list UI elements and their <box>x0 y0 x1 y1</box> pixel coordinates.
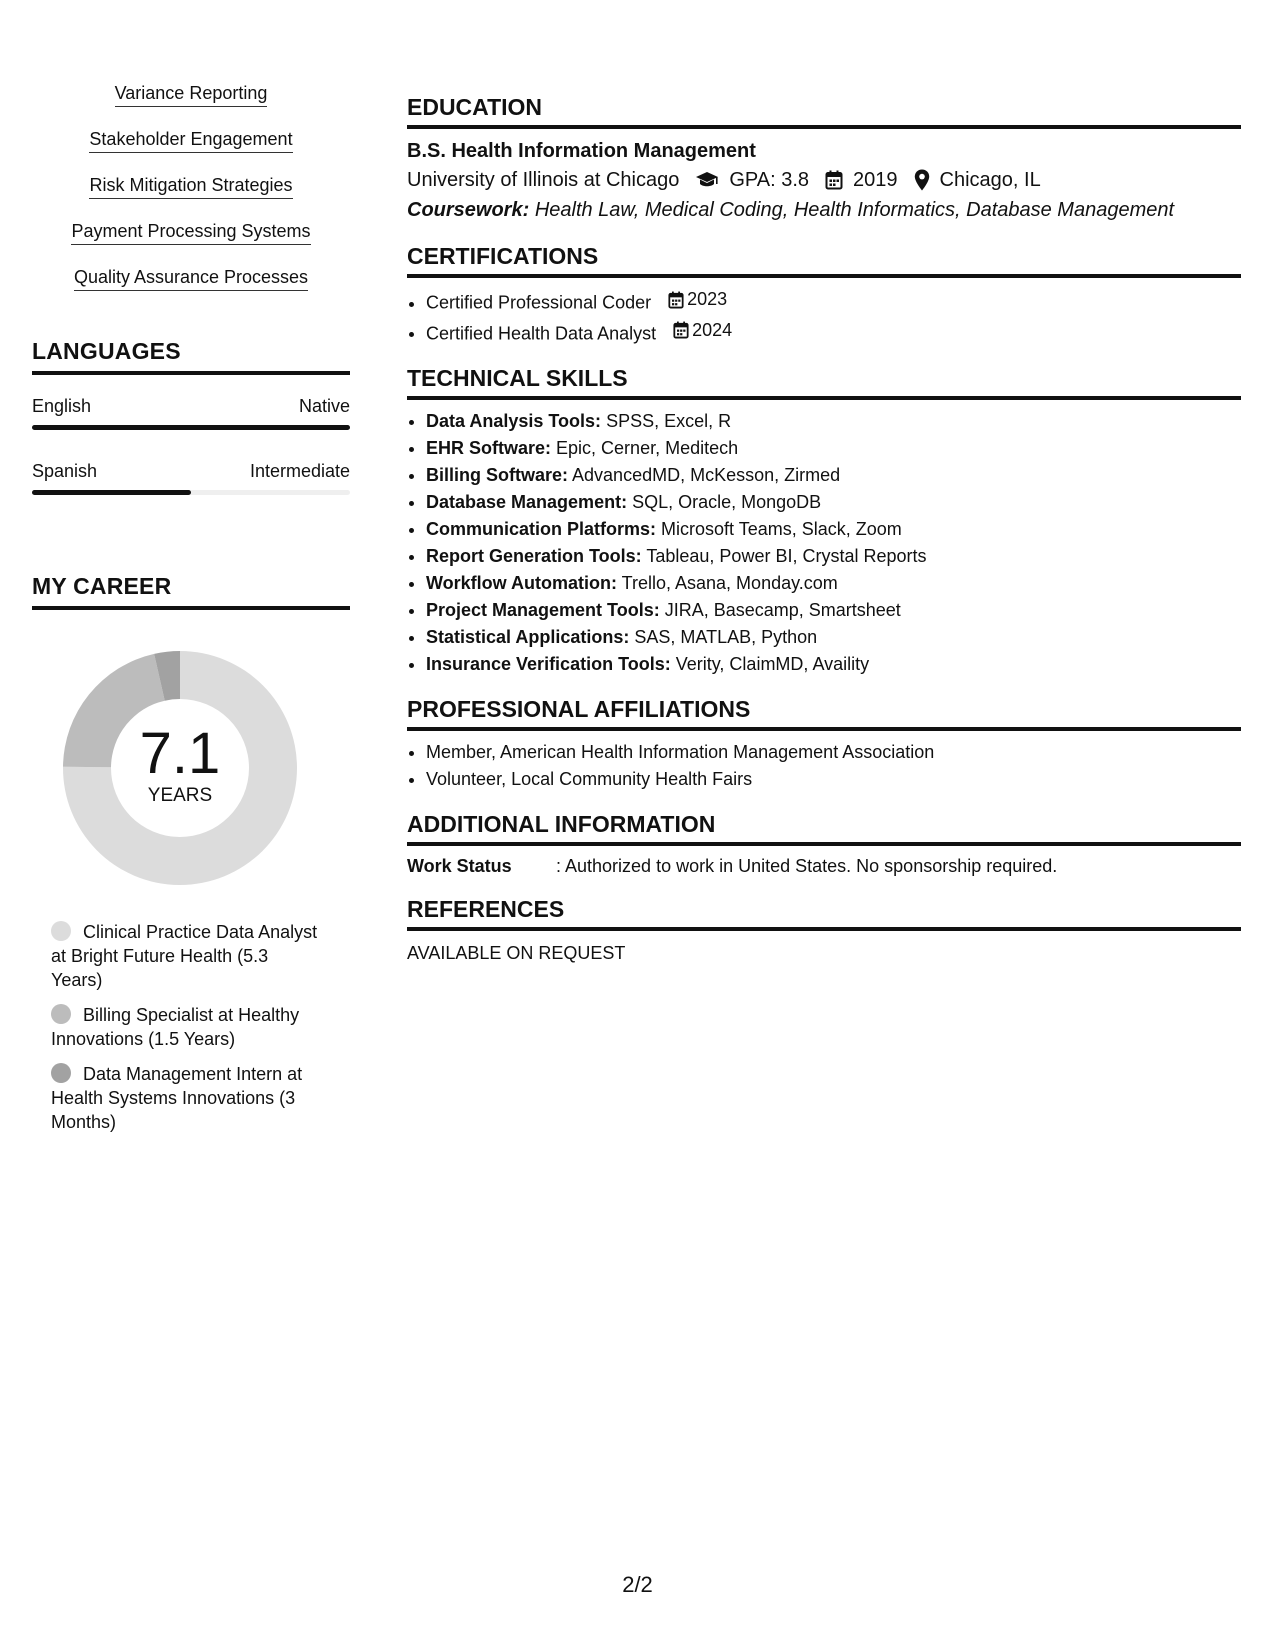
list-item <box>426 597 1241 624</box>
language-row <box>32 460 350 495</box>
technical-skills-heading: TECHNICAL SKILLS <box>407 365 1241 400</box>
skill-category: Statistical Applications: <box>426 627 630 647</box>
skill-category: Database Management: <box>426 492 628 512</box>
skill-values: Trello, Asana, Monday.com <box>621 573 838 593</box>
skill-category: Project Management Tools: <box>426 600 660 620</box>
coursework <box>407 195 1241 225</box>
skill-values: SAS, MATLAB, Python <box>634 627 818 647</box>
skill-values: Verity, ClaimMD, Availity <box>675 654 870 674</box>
list-item <box>426 516 1241 543</box>
references-heading: REFERENCES <box>407 896 1241 931</box>
education-section <box>407 94 1241 225</box>
languages-heading: LANGUAGES <box>32 338 350 375</box>
right-column <box>407 94 1241 983</box>
education-heading: EDUCATION <box>407 94 1241 129</box>
legend-item <box>51 1003 321 1051</box>
list-item <box>426 489 1241 516</box>
career-donut-chart <box>54 642 306 894</box>
graduation-cap-icon <box>695 171 719 189</box>
skill-category: Billing Software: <box>426 465 569 485</box>
skill-tag: Payment Processing Systems <box>71 220 310 245</box>
left-column <box>32 82 350 1145</box>
career-total-unit: YEARS <box>147 785 213 806</box>
skill-tags <box>32 82 350 312</box>
skill-tag: Stakeholder Engagement <box>89 128 292 153</box>
list-item <box>426 408 1241 435</box>
skill-category: Report Generation Tools: <box>426 546 642 566</box>
skill-category: EHR Software: <box>426 438 552 458</box>
career-total-years: 7.1 <box>139 721 221 786</box>
skill-tag: Variance Reporting <box>115 82 268 107</box>
list-item <box>426 317 1241 348</box>
skill-values: JIRA, Basecamp, Smartsheet <box>664 600 901 620</box>
certification-name: Certified Health Data Analyst <box>426 323 657 343</box>
career-legend <box>51 920 321 1134</box>
affiliations-heading: PROFESSIONAL AFFILIATIONS <box>407 696 1241 731</box>
graduation-year: 2019 <box>853 169 898 191</box>
certifications-heading: CERTIFICATIONS <box>407 243 1241 278</box>
legend-text: Data Management Intern at Health Systems Innovations (3 Months) <box>51 1064 303 1132</box>
list-item <box>426 543 1241 570</box>
calendar-icon <box>825 170 843 190</box>
skill-tag: Risk Mitigation Strategies <box>89 174 292 199</box>
additional-info-section <box>407 811 1241 878</box>
list-item <box>426 462 1241 489</box>
certification-date <box>673 317 732 344</box>
affiliations-section <box>407 696 1241 793</box>
references-text: AVAILABLE ON REQUEST <box>407 943 626 963</box>
calendar-icon <box>673 321 689 339</box>
work-status-value: : Authorized to work in United States. No sponsorship required. <box>556 856 1058 876</box>
skill-tag: Quality Assurance Processes <box>74 266 308 291</box>
certification-date <box>668 286 727 313</box>
legend-text: Clinical Practice Data Analyst at Bright Future Health (5.3 Years) <box>51 922 318 990</box>
list-item <box>426 435 1241 462</box>
skill-category: Communication Platforms: <box>426 519 657 539</box>
list-item <box>426 624 1241 651</box>
language-level: Intermediate <box>249 461 350 481</box>
language-bar-fill <box>32 490 191 495</box>
education-details <box>407 165 1241 195</box>
skill-values: AdvancedMD, McKesson, Zirmed <box>572 465 841 485</box>
skill-values: Tableau, Power BI, Crystal Reports <box>646 546 927 566</box>
language-bar-fill <box>32 425 350 430</box>
language-name: Spanish <box>32 461 98 481</box>
school-name: University of Illinois at Chicago <box>407 169 680 191</box>
skill-values: SPSS, Excel, R <box>606 411 732 431</box>
list-item: • Volunteer, Local Community Health Fairs <box>426 766 1241 793</box>
certifications-section <box>407 243 1241 347</box>
career-heading: MY CAREER <box>32 573 350 610</box>
language-name: English <box>32 396 92 416</box>
degree-title: B.S. Health Information Management <box>407 140 756 162</box>
skill-category: Data Analysis Tools: <box>426 411 602 431</box>
language-level: Native <box>298 396 350 416</box>
career-section <box>32 573 350 1134</box>
legend-item <box>51 1062 321 1134</box>
skill-values: Epic, Cerner, Meditech <box>556 438 739 458</box>
technical-skills-list <box>407 408 1241 678</box>
coursework-label: Coursework: <box>407 199 530 221</box>
list-item: • Member, American Health Information Management Association <box>426 739 1241 766</box>
legend-dot <box>51 1063 71 1083</box>
skill-category: Insurance Verification Tools: <box>426 654 671 674</box>
affiliations-list <box>407 739 1241 793</box>
list-item <box>426 651 1241 678</box>
map-pin-icon <box>914 169 930 191</box>
technical-skills-section <box>407 365 1241 678</box>
calendar-icon <box>668 291 684 309</box>
school-location: Chicago, IL <box>939 169 1041 191</box>
skill-values: Microsoft Teams, Slack, Zoom <box>661 519 902 539</box>
legend-dot <box>51 1004 71 1024</box>
list-item <box>426 286 1241 317</box>
language-bar <box>32 425 350 430</box>
certifications-list <box>407 286 1241 347</box>
work-status-row <box>407 854 1241 878</box>
page-number: 2/2 <box>622 1572 653 1597</box>
language-bar <box>32 490 350 495</box>
donut-center <box>54 642 306 894</box>
additional-info-heading: ADDITIONAL INFORMATION <box>407 811 1241 846</box>
references-section <box>407 896 1241 965</box>
skill-values: SQL, Oracle, MongoDB <box>632 492 822 512</box>
list-item <box>426 570 1241 597</box>
work-status-label: Work Status <box>407 856 512 876</box>
legend-text: Billing Specialist at Healthy Innovations (1.5 Years) <box>51 1005 300 1049</box>
languages-section <box>32 338 350 495</box>
language-row <box>32 395 350 430</box>
gpa: GPA: 3.8 <box>729 169 810 191</box>
certification-year: 2024 <box>692 319 733 340</box>
coursework-list: Health Law, Medical Coding, Health Informatics, Database Management <box>534 199 1175 221</box>
legend-item <box>51 920 321 992</box>
legend-dot <box>51 921 71 941</box>
certification-year: 2023 <box>687 289 728 309</box>
certification-name: Certified Professional Coder <box>426 292 652 313</box>
skill-category: Workflow Automation: <box>426 573 617 593</box>
